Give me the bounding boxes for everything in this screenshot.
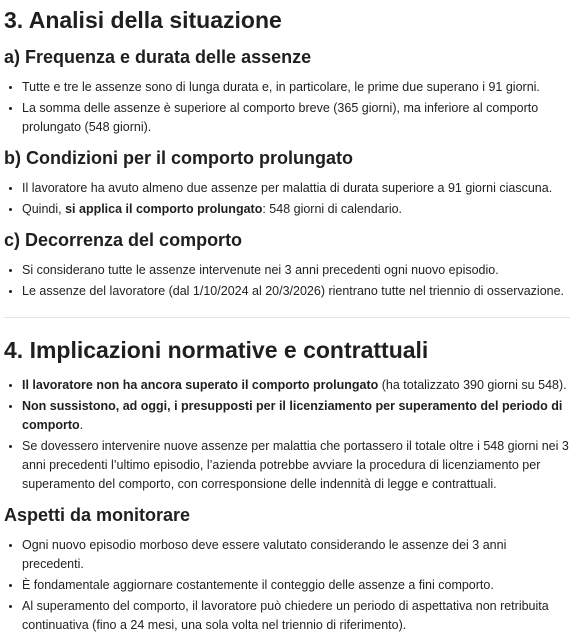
- section-divider: [4, 317, 570, 318]
- list-item-bold-text: si applica il comporto prolungato: [65, 202, 263, 216]
- list-item-bold-text: Il lavoratore non ha ancora superato il comporto prolungato: [22, 378, 379, 392]
- section-3-heading: 3. Analisi della situazione: [4, 7, 282, 33]
- list-item: • Tutte e tre le assenze sono di lunga durata e, in particolare, le prime due superano i 91 giorni.: [22, 78, 570, 97]
- list-item: • Al superamento del comporto, il lavoratore può chiedere un periodo di aspettativa non retribuita continuativa (fino a 24 mesi, una sola volta nel triennio di riferimento).: [22, 597, 570, 635]
- monitor-heading: Aspetti da monitorare: [4, 505, 191, 525]
- subsection-a-list: [4, 78, 570, 137]
- subsection-b-heading: b) Condizioni per il comporto prolungato: [4, 148, 353, 168]
- section-4-heading: 4. Implicazioni normative e contrattuali: [4, 337, 429, 363]
- list-item: [22, 376, 570, 395]
- list-item: • Ogni nuovo episodio morboso deve essere valutato considerando le assenze dei 3 anni precedenti.: [22, 536, 570, 574]
- list-item-text: (ha totalizzato 390 giorni su 548).: [378, 378, 567, 392]
- list-item: • Le assenze del lavoratore (dal 1/10/2024 al 20/3/2026) rientrano tutte nel triennio di osservazione.: [22, 282, 570, 301]
- list-item: • Se dovessero intervenire nuove assenze per malattia che portassero il totale oltre i 548 giorni nei 3 anni precedenti l’ultimo episodio, l’azienda potrebbe avviare la procedura di licenziamento per superamento del comporto, con corresponsione delle indennità di legge e contrattuali.: [22, 437, 570, 494]
- list-item: [22, 397, 570, 435]
- list-item: • La somma delle assenze è superiore al comporto breve (365 giorni), ma inferiore al comporto prolungato (548 giorni).: [22, 99, 570, 137]
- section-4-list: [4, 376, 570, 494]
- list-item: • È fondamentale aggiornare costantemente il conteggio delle assenze a fini comporto.: [22, 576, 570, 595]
- subsection-a-heading: a) Frequenza e durata delle assenze: [4, 47, 312, 67]
- subsection-c-list: [4, 261, 570, 301]
- list-item-text: : 548 giorni di calendario.: [262, 202, 403, 216]
- list-item: • Il lavoratore ha avuto almeno due assenze per malattia di durata superiore a 91 giorni ciascuna.: [22, 179, 570, 198]
- list-item-text: Quindi,: [22, 202, 66, 216]
- subsection-c-heading: c) Decorrenza del comporto: [4, 230, 243, 250]
- list-item-text: .: [79, 418, 84, 432]
- list-item-bold-text: Non sussistono, ad oggi, i presupposti per il licenziamento per superamento del periodo di comporto: [22, 399, 563, 432]
- subsection-b-list: [4, 179, 570, 219]
- monitor-list: [4, 536, 570, 635]
- list-item: • Si considerano tutte le assenze intervenute nei 3 anni precedenti ogni nuovo episodio.: [22, 261, 570, 280]
- list-item: [22, 200, 570, 219]
